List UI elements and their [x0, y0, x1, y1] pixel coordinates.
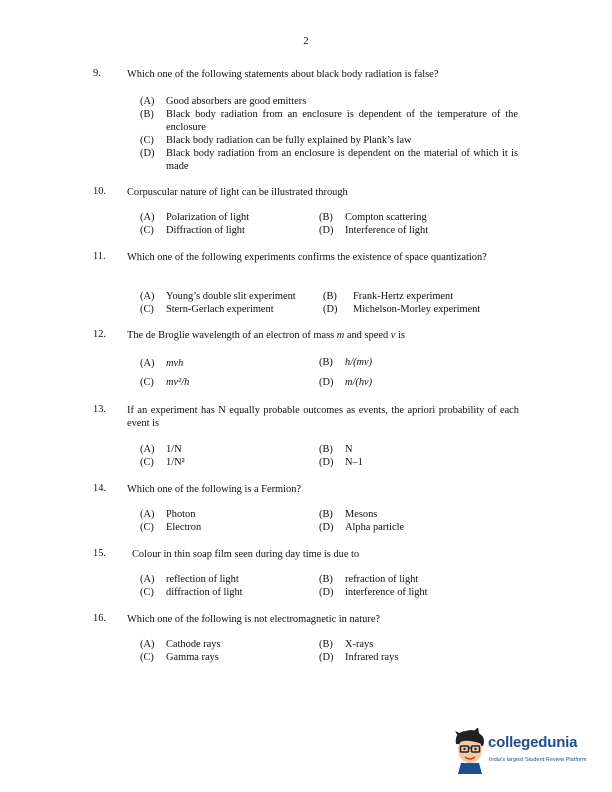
option-d: (D) N–1 [319, 457, 363, 468]
option-a: (A) Cathode rays [140, 639, 221, 650]
option-b: (B) Mesons [319, 509, 378, 520]
option-a: (A) Polarization of light [140, 212, 250, 223]
question-number: 9. [93, 68, 101, 79]
question-text: Which one of the following statements about black body radiation is false? [127, 69, 439, 80]
question-text: Which one of the following is not electromagnetic in nature? [127, 614, 381, 625]
option-d: (D) interference of light [319, 587, 428, 598]
option-c: (C) Stern-Gerlach experiment [140, 304, 274, 315]
option-c: (C) Gamma rays [140, 652, 219, 663]
question-number: 13. [93, 404, 106, 415]
option-b: (B) Frank-Hertz experiment [323, 291, 454, 302]
question-text: If an experiment has N equally probable outcomes as events, the apriori probability of each event is [127, 405, 519, 429]
question-number: 16. [93, 613, 106, 624]
option-c: (C) mv²/h [140, 377, 190, 388]
question-number: 14. [93, 483, 106, 494]
page-number: 2 [303, 35, 309, 47]
collegedunia-logo [452, 728, 602, 780]
option-c: (C) 1/N² [140, 457, 185, 468]
question-text: Corpuscular nature of light can be illustrated through [127, 187, 348, 198]
option-c: (C) diffraction of light [140, 587, 243, 598]
mascot-icon [452, 728, 488, 774]
option-a: (A) reflection of light [140, 574, 239, 585]
option-b: (B) X-rays [319, 639, 374, 650]
option-d: (D) Interference of light [319, 225, 429, 236]
option-d: (D) m/(hv) [319, 377, 373, 388]
option-c: (C) Diffraction of light [140, 225, 245, 236]
option-b: (B) h/(mv) [319, 357, 373, 368]
option-b: (B) Compton scattering [319, 212, 427, 223]
option-a: (A) Good absorbers are good emitters [140, 96, 307, 107]
question-number: 11. [93, 251, 106, 262]
logo-wordmark: collegedunia [488, 734, 578, 751]
question-text: Colour in thin soap film seen during day time is due to [132, 549, 360, 560]
question-text: Which one of the following experiments confirms the existence of space quantization? [127, 252, 487, 263]
question-text: Which one of the following is a Fermion? [127, 484, 302, 495]
logo-tagline: India’s largest Student Review Platform [489, 757, 587, 763]
option-b: (B) N [319, 444, 353, 455]
option-a: (A) mvh [140, 358, 184, 369]
question-number: 15. [93, 548, 106, 559]
question-text: The de Broglie wavelength of an electron of mass m and speed v is [127, 330, 405, 341]
option-b: (B) Black body radiation from an enclosure is dependent of the temperature of the enclosure [140, 109, 518, 133]
option-a: (A) 1/N [140, 444, 182, 455]
option-d: (D) Michelson-Morley experiment [323, 304, 481, 315]
option-a: (A) Photon [140, 509, 196, 520]
option-d: (D) Alpha particle [319, 522, 405, 533]
option-b: (B) refraction of light [319, 574, 419, 585]
option-d: (D) Black body radiation from an enclosure is dependent on the material of which it is made [140, 148, 518, 172]
option-d: (D) Infrared rays [319, 652, 399, 663]
question-number: 10. [93, 186, 106, 197]
option-c: (C) Electron [140, 522, 202, 533]
question-number: 12. [93, 329, 106, 340]
option-a: (A) Young’s double slit experiment [140, 291, 296, 302]
option-c: (C) Black body radiation can be fully explained by Plank’s law [140, 135, 412, 146]
